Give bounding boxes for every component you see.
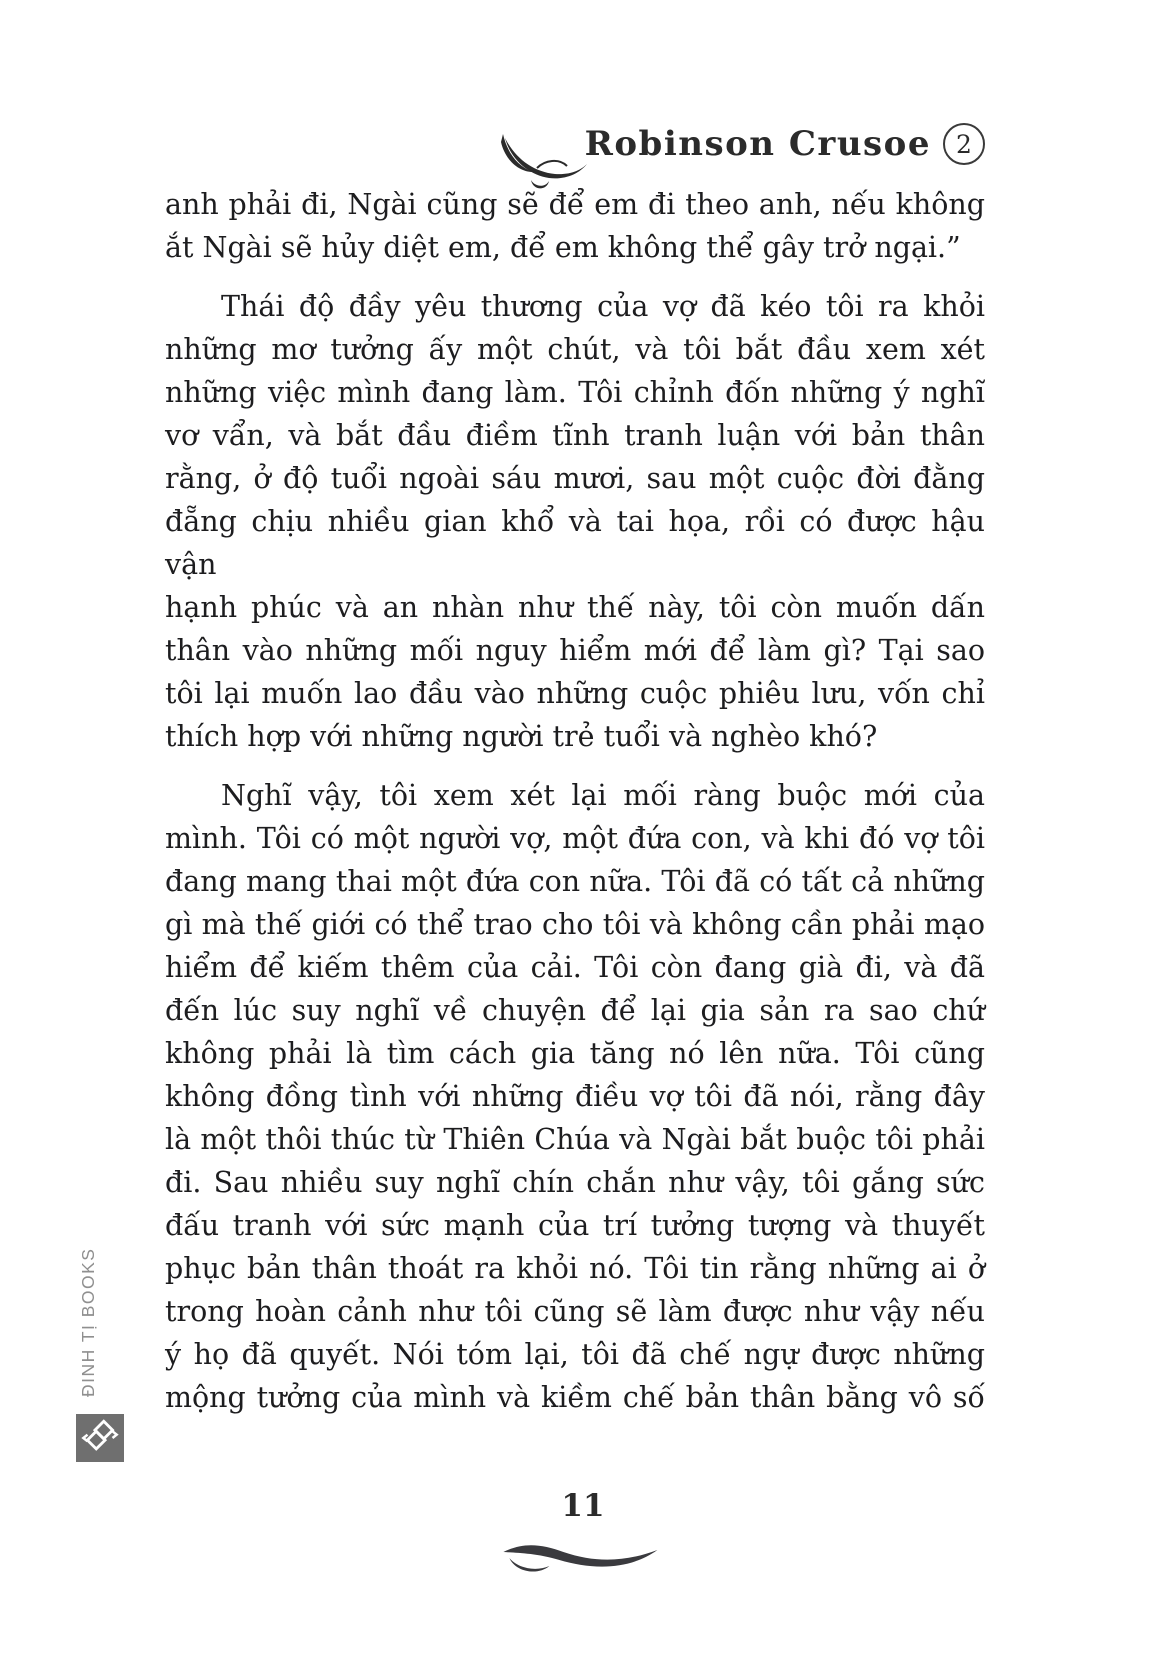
paragraph — [165, 183, 985, 269]
text-line: ý họ đã quyết. Nói tóm lại, tôi đã chế ngự được những — [165, 1338, 985, 1371]
text-line: Nghĩ vậy, tôi xem xét lại mối ràng buộc mới của — [221, 779, 985, 812]
text-line: thích hợp với những người trẻ tuổi và nghèo khó? — [165, 720, 878, 753]
text-line: những việc mình đang làm. Tôi chỉnh đốn những ý nghĩ — [165, 376, 985, 409]
text-line: đang mang thai một đứa con nữa. Tôi đã có tất cả những — [165, 865, 985, 898]
book-title: Robinson Crusoe — [584, 124, 931, 164]
text-line: đẵng chịu nhiều gian khổ và tai họa, rồi có được hậu vận — [165, 505, 985, 581]
body-text — [165, 183, 985, 1419]
text-line: rằng, ở độ tuổi ngoài sáu mươi, sau một cuộc đời đằng — [165, 462, 985, 495]
text-line: hạnh phúc và an nhàn như thế này, tôi còn muốn dấn — [165, 591, 985, 624]
text-line: không đồng tình với những điều vợ tôi đã nói, rằng đây — [165, 1080, 985, 1113]
text-line: thân vào những mối nguy hiểm mới để làm gì? Tại sao — [165, 634, 985, 667]
text-line: Thái độ đầy yêu thương của vợ đã kéo tôi ra khỏi — [221, 290, 985, 323]
text-line: đấu tranh với sức mạnh của trí tưởng tượng và thuyết — [165, 1209, 985, 1242]
text-line: trong hoàn cảnh như tôi cũng sẽ làm được như vậy nếu — [165, 1295, 985, 1328]
text-line: ắt Ngài sẽ hủy diệt em, để em không thể gây trở ngại.” — [165, 231, 961, 264]
text-line: vơ vẩn, và bắt đầu điềm tĩnh tranh luận với bản thân — [165, 419, 985, 452]
running-header — [497, 98, 985, 190]
page-number: 11 — [561, 1488, 605, 1524]
text-line: tôi lại muốn lao đầu vào những cuộc phiêu lưu, vốn chỉ — [165, 677, 985, 710]
text-line: không phải là tìm cách gia tăng nó lên nữa. Tôi cũng — [165, 1037, 985, 1070]
publisher-diamond-icon — [80, 1418, 120, 1458]
header-swash-flourish-icon — [497, 124, 589, 190]
text-line: là một thôi thúc từ Thiên Chúa và Ngài bắt buộc tôi phải — [165, 1123, 985, 1156]
text-line: đi. Sau nhiều suy nghĩ chín chắn như vậy, tôi gắng sức — [165, 1166, 985, 1199]
text-line: anh phải đi, Ngài cũng sẽ để em đi theo anh, nếu không — [165, 188, 985, 221]
publisher-name: ĐINH TỊ BOOKS — [78, 1247, 98, 1397]
paragraph — [165, 774, 985, 1419]
text-line: đến lúc suy nghĩ về chuyện để lại gia sản ra sao chứ — [165, 994, 985, 1027]
volume-number: 2 — [956, 129, 972, 159]
text-line: phục bản thân thoát ra khỏi nó. Tôi tin rằng những ai ở — [165, 1252, 985, 1285]
text-line: gì mà thế giới có thể trao cho tôi và không cần phải mạo — [165, 908, 985, 941]
volume-number-badge — [943, 123, 985, 165]
text-line: mình. Tôi có một người vợ, một đứa con, và khi đó vợ tôi — [165, 822, 985, 855]
paragraph — [165, 285, 985, 758]
text-line: mộng tưởng của mình và kiềm chế bản thân bằng vô số — [165, 1381, 985, 1414]
footer-swash-flourish-icon — [489, 1536, 669, 1580]
text-line: những mơ tưởng ấy một chút, và tôi bắt đầu xem xét — [165, 333, 985, 366]
text-line: hiểm để kiếm thêm của cải. Tôi còn đang già đi, và đã — [165, 951, 985, 984]
publisher-logo — [76, 1414, 124, 1462]
